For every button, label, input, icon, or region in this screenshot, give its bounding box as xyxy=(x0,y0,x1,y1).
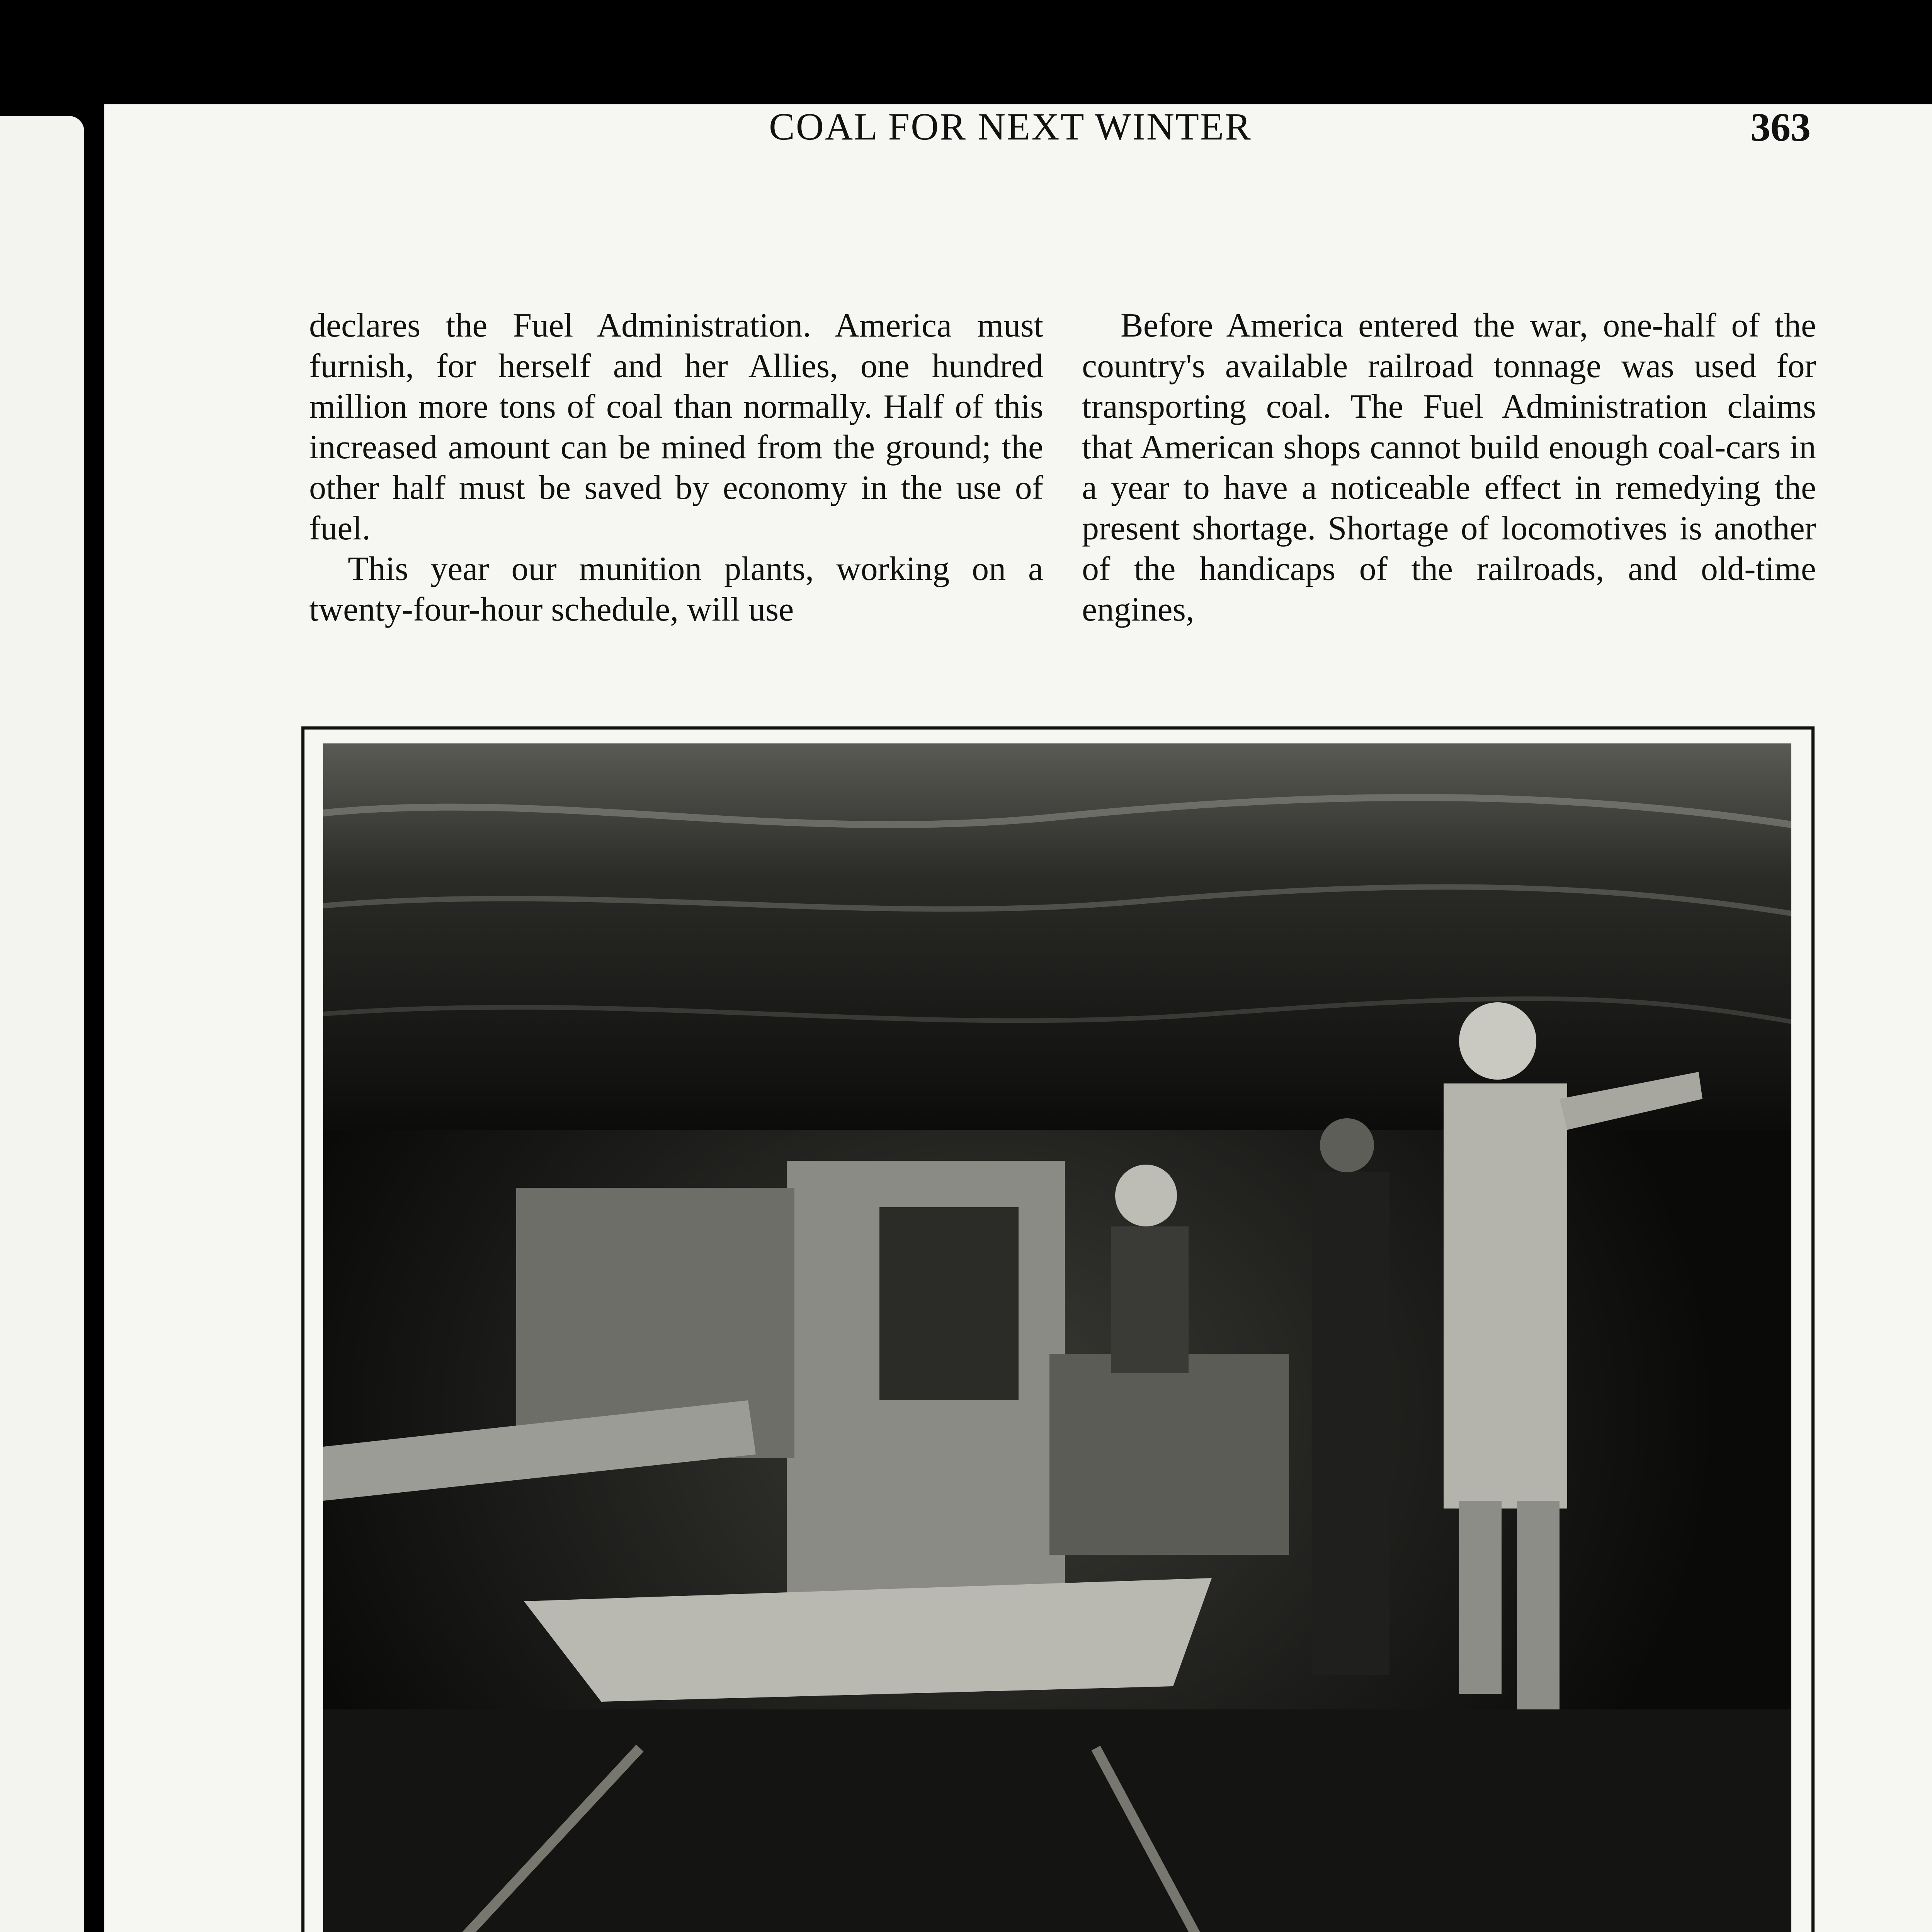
column-top-left xyxy=(309,305,1043,630)
running-header-title: COAL FOR NEXT WINTER xyxy=(769,105,1252,148)
paragraph: declares the Fuel Administration. America must furnish, for herself and her Allies, one hundred million more tons of coal than normally. Half of this increased amount can be mined from the ground; the other half must be saved by economy in the use of fuel. xyxy=(309,307,1043,547)
paragraph: This year our munition plants, working on a twenty-four-hour schedule, will use xyxy=(309,550,1043,628)
coal-cutting-machine-photo xyxy=(323,743,1791,1932)
column-top-right xyxy=(1082,305,1816,630)
page-number: 363 xyxy=(1750,105,1811,150)
facing-page-edge xyxy=(0,116,84,1932)
paragraph: Before America entered the war, one-half of the country's available railroad tonnage was used for transporting coal. The Fuel Administration claims that American shops cannot build enough coal-cars in a year to have a noticeable effect in remedying the present shortage. Shortage of locomotives is another of the handicaps of the railroads, and old-time engines, xyxy=(1082,307,1816,628)
photo-frame xyxy=(301,726,1815,1932)
